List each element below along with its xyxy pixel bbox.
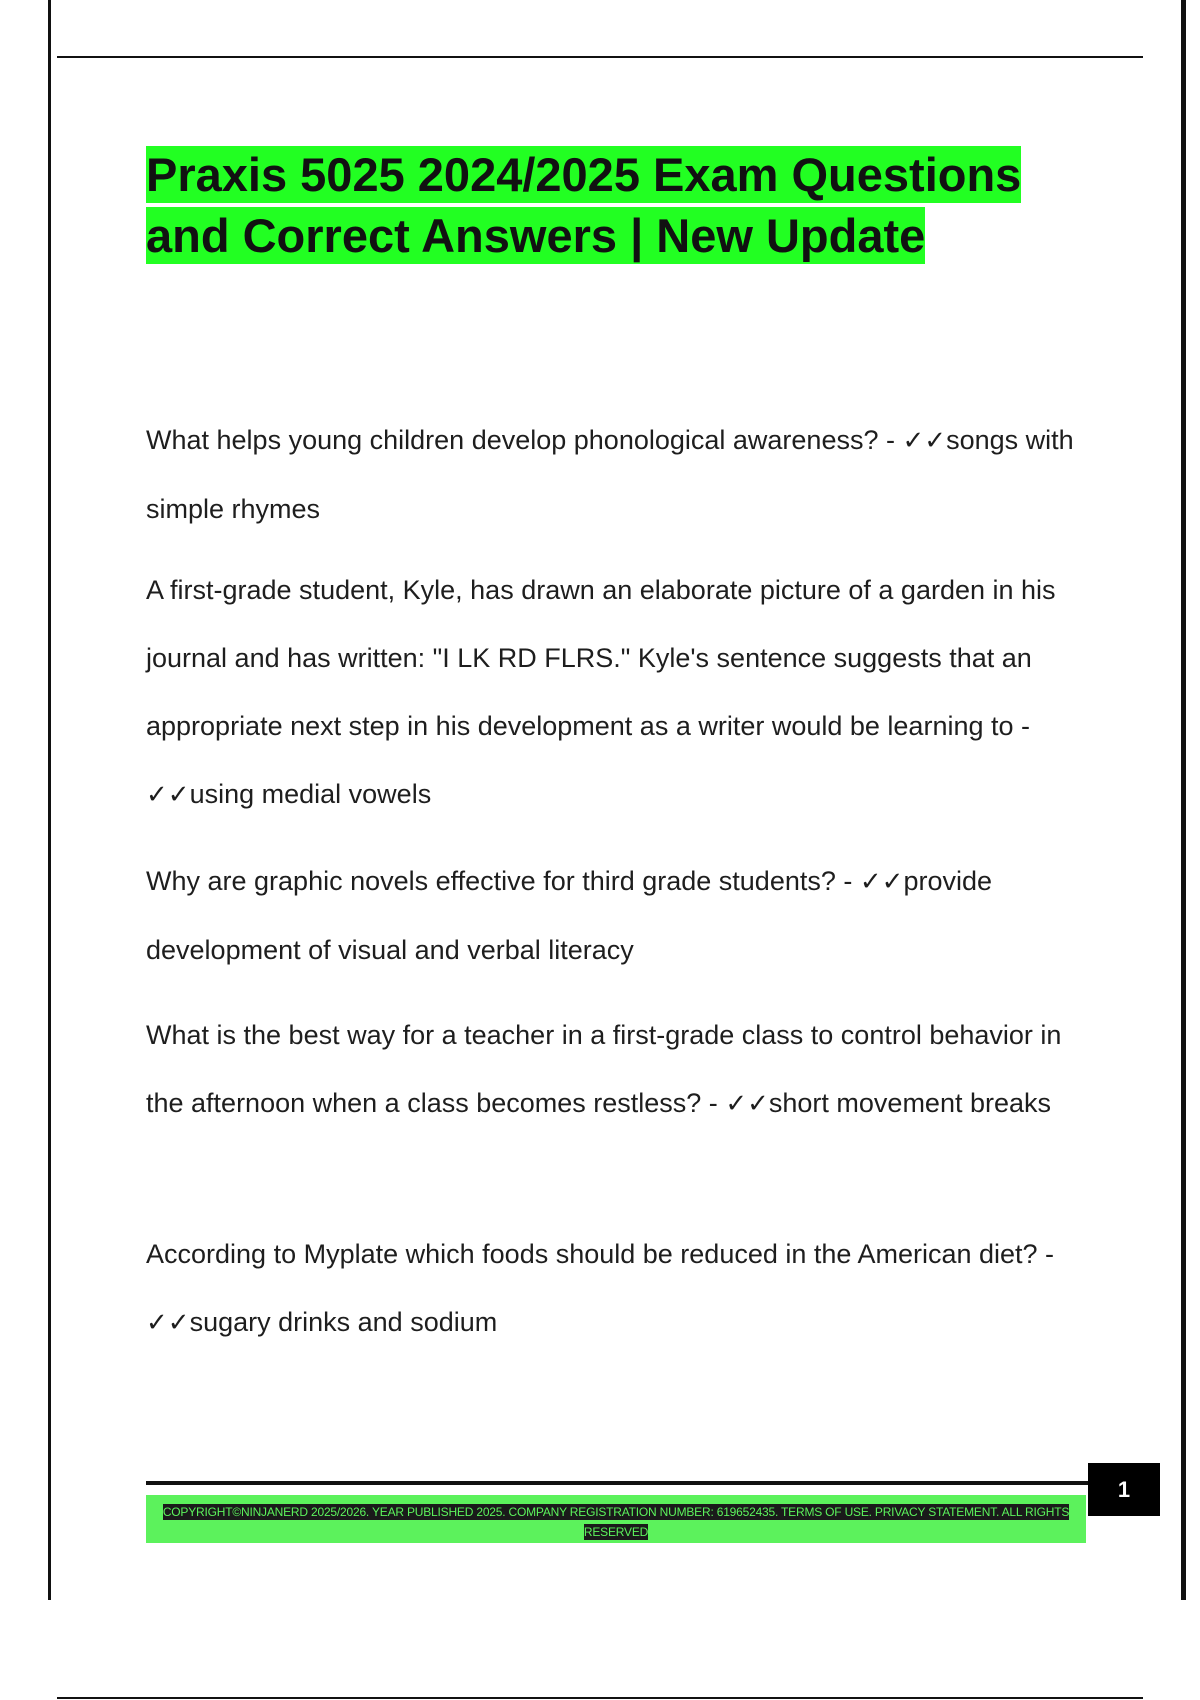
document-title bbox=[146, 144, 1086, 266]
answer-text: sugary drinks and sodium bbox=[189, 1307, 498, 1337]
header-rule bbox=[57, 56, 1143, 58]
double-check-icon: ✓✓ bbox=[146, 780, 190, 810]
page-border-right bbox=[1181, 0, 1186, 1600]
copyright-notice bbox=[146, 1502, 1086, 1542]
next-page-rule bbox=[57, 1697, 1143, 1699]
qa-item bbox=[146, 847, 1096, 984]
double-check-icon: ✓✓ bbox=[146, 1308, 190, 1338]
answer-text: using medial vowels bbox=[189, 779, 432, 809]
question-text: According to Myplate which foods should be reduced in the American diet? - bbox=[146, 1239, 1055, 1269]
question-text: Why are graphic novels effective for third grade students? - bbox=[146, 866, 860, 896]
double-check-icon: ✓✓ bbox=[902, 426, 947, 456]
qa-item bbox=[146, 1001, 1096, 1138]
double-check-icon: ✓✓ bbox=[725, 1089, 769, 1119]
page-number: 1 bbox=[1088, 1463, 1160, 1516]
answer-text: songs with simple rhymes bbox=[146, 425, 1074, 524]
question-text: What helps young children develop phonological awareness? - bbox=[146, 425, 903, 455]
question-text: A first-grade student, Kyle, has drawn an elaborate picture of a garden in his journal and has written: "I LK RD FLRS." Kyle's sentence suggests that an appropriate next step in his development as a writer would be learning to - bbox=[146, 575, 1056, 741]
answer-text: short movement breaks bbox=[768, 1088, 1052, 1118]
footer-rule bbox=[146, 1481, 1088, 1485]
double-check-icon: ✓✓ bbox=[859, 867, 904, 897]
document-title-text: Praxis 5025 2024/2025 Exam Questions and Correct Answers | New Update bbox=[146, 148, 1022, 262]
qa-item bbox=[146, 1220, 1096, 1357]
qa-item bbox=[146, 406, 1096, 543]
copyright-text: COPYRIGHT©NINJANERD 2025/2026. YEAR PUBLISHED 2025. COMPANY REGISTRATION NUMBER: 619652435. TERMS OF USE. PRIVACY STATEMENT. ALL RIGHTS RESERVED bbox=[162, 1505, 1070, 1539]
question-text: What is the best way for a teacher in a first-grade class to control behavior in the afternoon when a class becomes restless? - bbox=[146, 1020, 1062, 1118]
qa-item bbox=[146, 556, 1096, 829]
answer-text: provide development of visual and verbal literacy bbox=[146, 866, 993, 965]
page-border-left bbox=[48, 0, 51, 1600]
